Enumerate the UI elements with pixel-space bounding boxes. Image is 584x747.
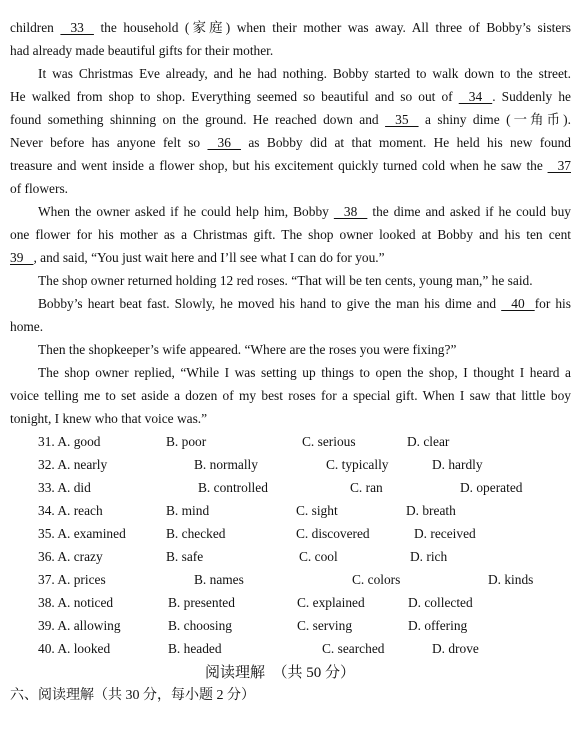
- option-36-b: B. safe: [166, 549, 204, 564]
- option-38-d: D. collected: [408, 595, 473, 610]
- passage-line: 39 , and said, “You just wait here and I’ll see what I can do for you.”: [10, 250, 385, 265]
- blank-39: 39: [10, 250, 34, 265]
- option-38-a: 38. A. noticed: [38, 595, 114, 610]
- passage-line: found something shinning on the ground. He reached down and 35 a shiny dime (一角币).: [10, 112, 571, 127]
- option-31-d: D. clear: [407, 434, 450, 449]
- passage-line: Bobby’s heart beat fast. Slowly, he moved his hand to give the man his dime and 40 for his: [38, 296, 571, 311]
- blank-40: 40: [501, 296, 535, 311]
- option-34-a: 34. A. reach: [38, 503, 103, 518]
- option-40-d: D. drove: [432, 641, 479, 656]
- option-31-c: C. serious: [302, 434, 356, 449]
- option-36-c: C. cool: [299, 549, 338, 564]
- passage-line: home.: [10, 319, 44, 334]
- option-38-c: C. explained: [297, 595, 365, 610]
- option-35-b: B. checked: [166, 526, 226, 541]
- option-33-c: C. ran: [350, 480, 383, 495]
- passage-line: When the owner asked if he could help him, Bobby 38 the dime and asked if he could buy: [38, 204, 571, 219]
- passage-line: voice telling me to set aside a dozen of my best roses for a special gift. When I saw that little boy: [10, 388, 571, 403]
- option-35-d: D. received: [414, 526, 476, 541]
- passage-line: Never before has anyone felt so 36 as Bobby did at that moment. He held his new found: [10, 135, 571, 150]
- passage-line: treasure and went inside a flower shop, but his excitement quickly turned cold when he saw the 37: [10, 158, 571, 173]
- option-32-c: C. typically: [326, 457, 389, 472]
- passage-line: The shop owner replied, “While I was setting up things to open the shop, I thought I heard a: [38, 365, 571, 380]
- option-40-a: 40. A. looked: [38, 641, 111, 656]
- blank-37: 37: [547, 158, 571, 173]
- option-33-d: D. operated: [460, 480, 523, 495]
- option-31-b: B. poor: [166, 434, 207, 449]
- passage-line: It was Christmas Eve already, and he had nothing. Bobby started to walk down to the street.: [38, 66, 571, 81]
- option-39-b: B. choosing: [168, 618, 232, 633]
- option-32-b: B. normally: [194, 457, 258, 472]
- option-37-a: 37. A. prices: [38, 572, 106, 587]
- passage-line: He walked from shop to shop. Everything seemed so beautiful and so out of 34 . Suddenly he: [10, 89, 571, 104]
- section-title: 阅读理解 （共 50 分）: [205, 665, 356, 681]
- option-36-d: D. rich: [410, 549, 448, 564]
- option-37-c: C. colors: [352, 572, 401, 587]
- option-33-a: 33. A. did: [38, 480, 91, 495]
- option-37-b: B. names: [194, 572, 244, 587]
- section-six-heading: 六、阅读理解（共 30 分，每小题 2 分）: [10, 688, 255, 703]
- option-34-b: B. mind: [166, 503, 210, 518]
- option-31-a: 31. A. good: [38, 434, 101, 449]
- option-40-c: C. searched: [322, 641, 385, 656]
- option-37-d: D. kinds: [488, 572, 534, 587]
- option-34-c: C. sight: [296, 503, 338, 518]
- passage-line: one flower for his mother as a Christmas gift. The shop owner looked at Bobby and his ten cent: [10, 227, 571, 242]
- option-34-d: D. breath: [406, 503, 456, 518]
- blank-35: 35: [385, 112, 419, 127]
- blank-36: 36: [207, 135, 241, 150]
- blank-38: 38: [333, 204, 368, 219]
- passage-line: of flowers.: [10, 181, 69, 196]
- passage-line: had already made beautiful gifts for their mother.: [10, 43, 274, 58]
- option-32-d: D. hardly: [432, 457, 483, 472]
- option-40-b: B. headed: [168, 641, 222, 656]
- option-33-b: B. controlled: [198, 480, 268, 495]
- passage-line: Then the shopkeeper’s wife appeared. “Where are the roses you were fixing?”: [38, 342, 457, 357]
- passage-line: The shop owner returned holding 12 red roses. “That will be ten cents, young man,” he said.: [38, 273, 533, 288]
- option-36-a: 36. A. crazy: [38, 549, 103, 564]
- option-35-c: C. discovered: [296, 526, 370, 541]
- blank-34: 34: [458, 89, 493, 104]
- option-38-b: B. presented: [168, 595, 235, 610]
- option-32-a: 32. A. nearly: [38, 457, 108, 472]
- option-39-a: 39. A. allowing: [38, 618, 121, 633]
- passage-line: children 33 the household (家庭) when their mother was away. All three of Bobby’s sisters: [10, 20, 571, 35]
- passage-line: tonight, I knew who that voice was.”: [10, 411, 208, 426]
- blank-33: 33: [60, 20, 94, 35]
- option-39-d: D. offering: [408, 618, 468, 633]
- option-35-a: 35. A. examined: [38, 526, 126, 541]
- option-39-c: C. serving: [297, 618, 353, 633]
